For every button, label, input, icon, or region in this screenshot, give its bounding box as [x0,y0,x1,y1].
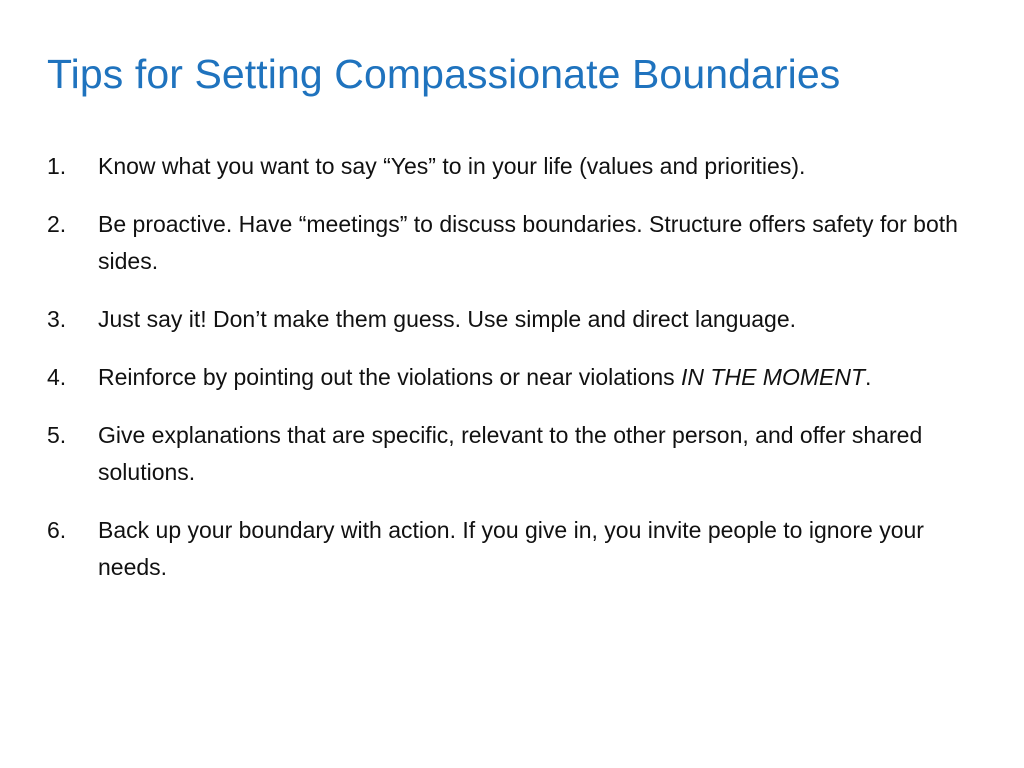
tip-number: 4. [47,364,67,390]
tip-text [98,364,871,390]
tip-item-5 [47,417,977,491]
tip-text-emphasis: IN THE MOMENT [681,364,866,390]
tip-item-6 [47,512,977,586]
tip-number: 3. [47,306,67,332]
tip-text-after: . [865,364,872,390]
tip-text: Give explanations that are specific, relevant to the other person, and offer shared solutions. [98,422,923,485]
tip-item-1 [47,148,977,185]
tip-item-2 [47,206,977,280]
tip-number: 6. [47,517,67,543]
tip-item-3 [47,301,977,338]
tip-item-4 [47,359,977,396]
tip-number: 2. [47,211,67,237]
tips-list [47,148,977,607]
tip-text: Be proactive. Have “meetings” to discuss boundaries. Structure offers safety for both sides. [98,211,958,274]
slide-title: Tips for Setting Compassionate Boundaries [47,51,841,97]
tip-number: 1. [47,153,67,179]
tip-number: 5. [47,422,67,448]
tip-text: Just say it! Don’t make them guess. Use simple and direct language. [98,306,797,332]
tip-text: Back up your boundary with action. If you give in, you invite people to ignore your needs. [98,517,924,580]
tip-text: Know what you want to say “Yes” to in your life (values and priorities). [98,153,806,179]
tip-text-before: Reinforce by pointing out the violations or near violations [98,364,682,390]
